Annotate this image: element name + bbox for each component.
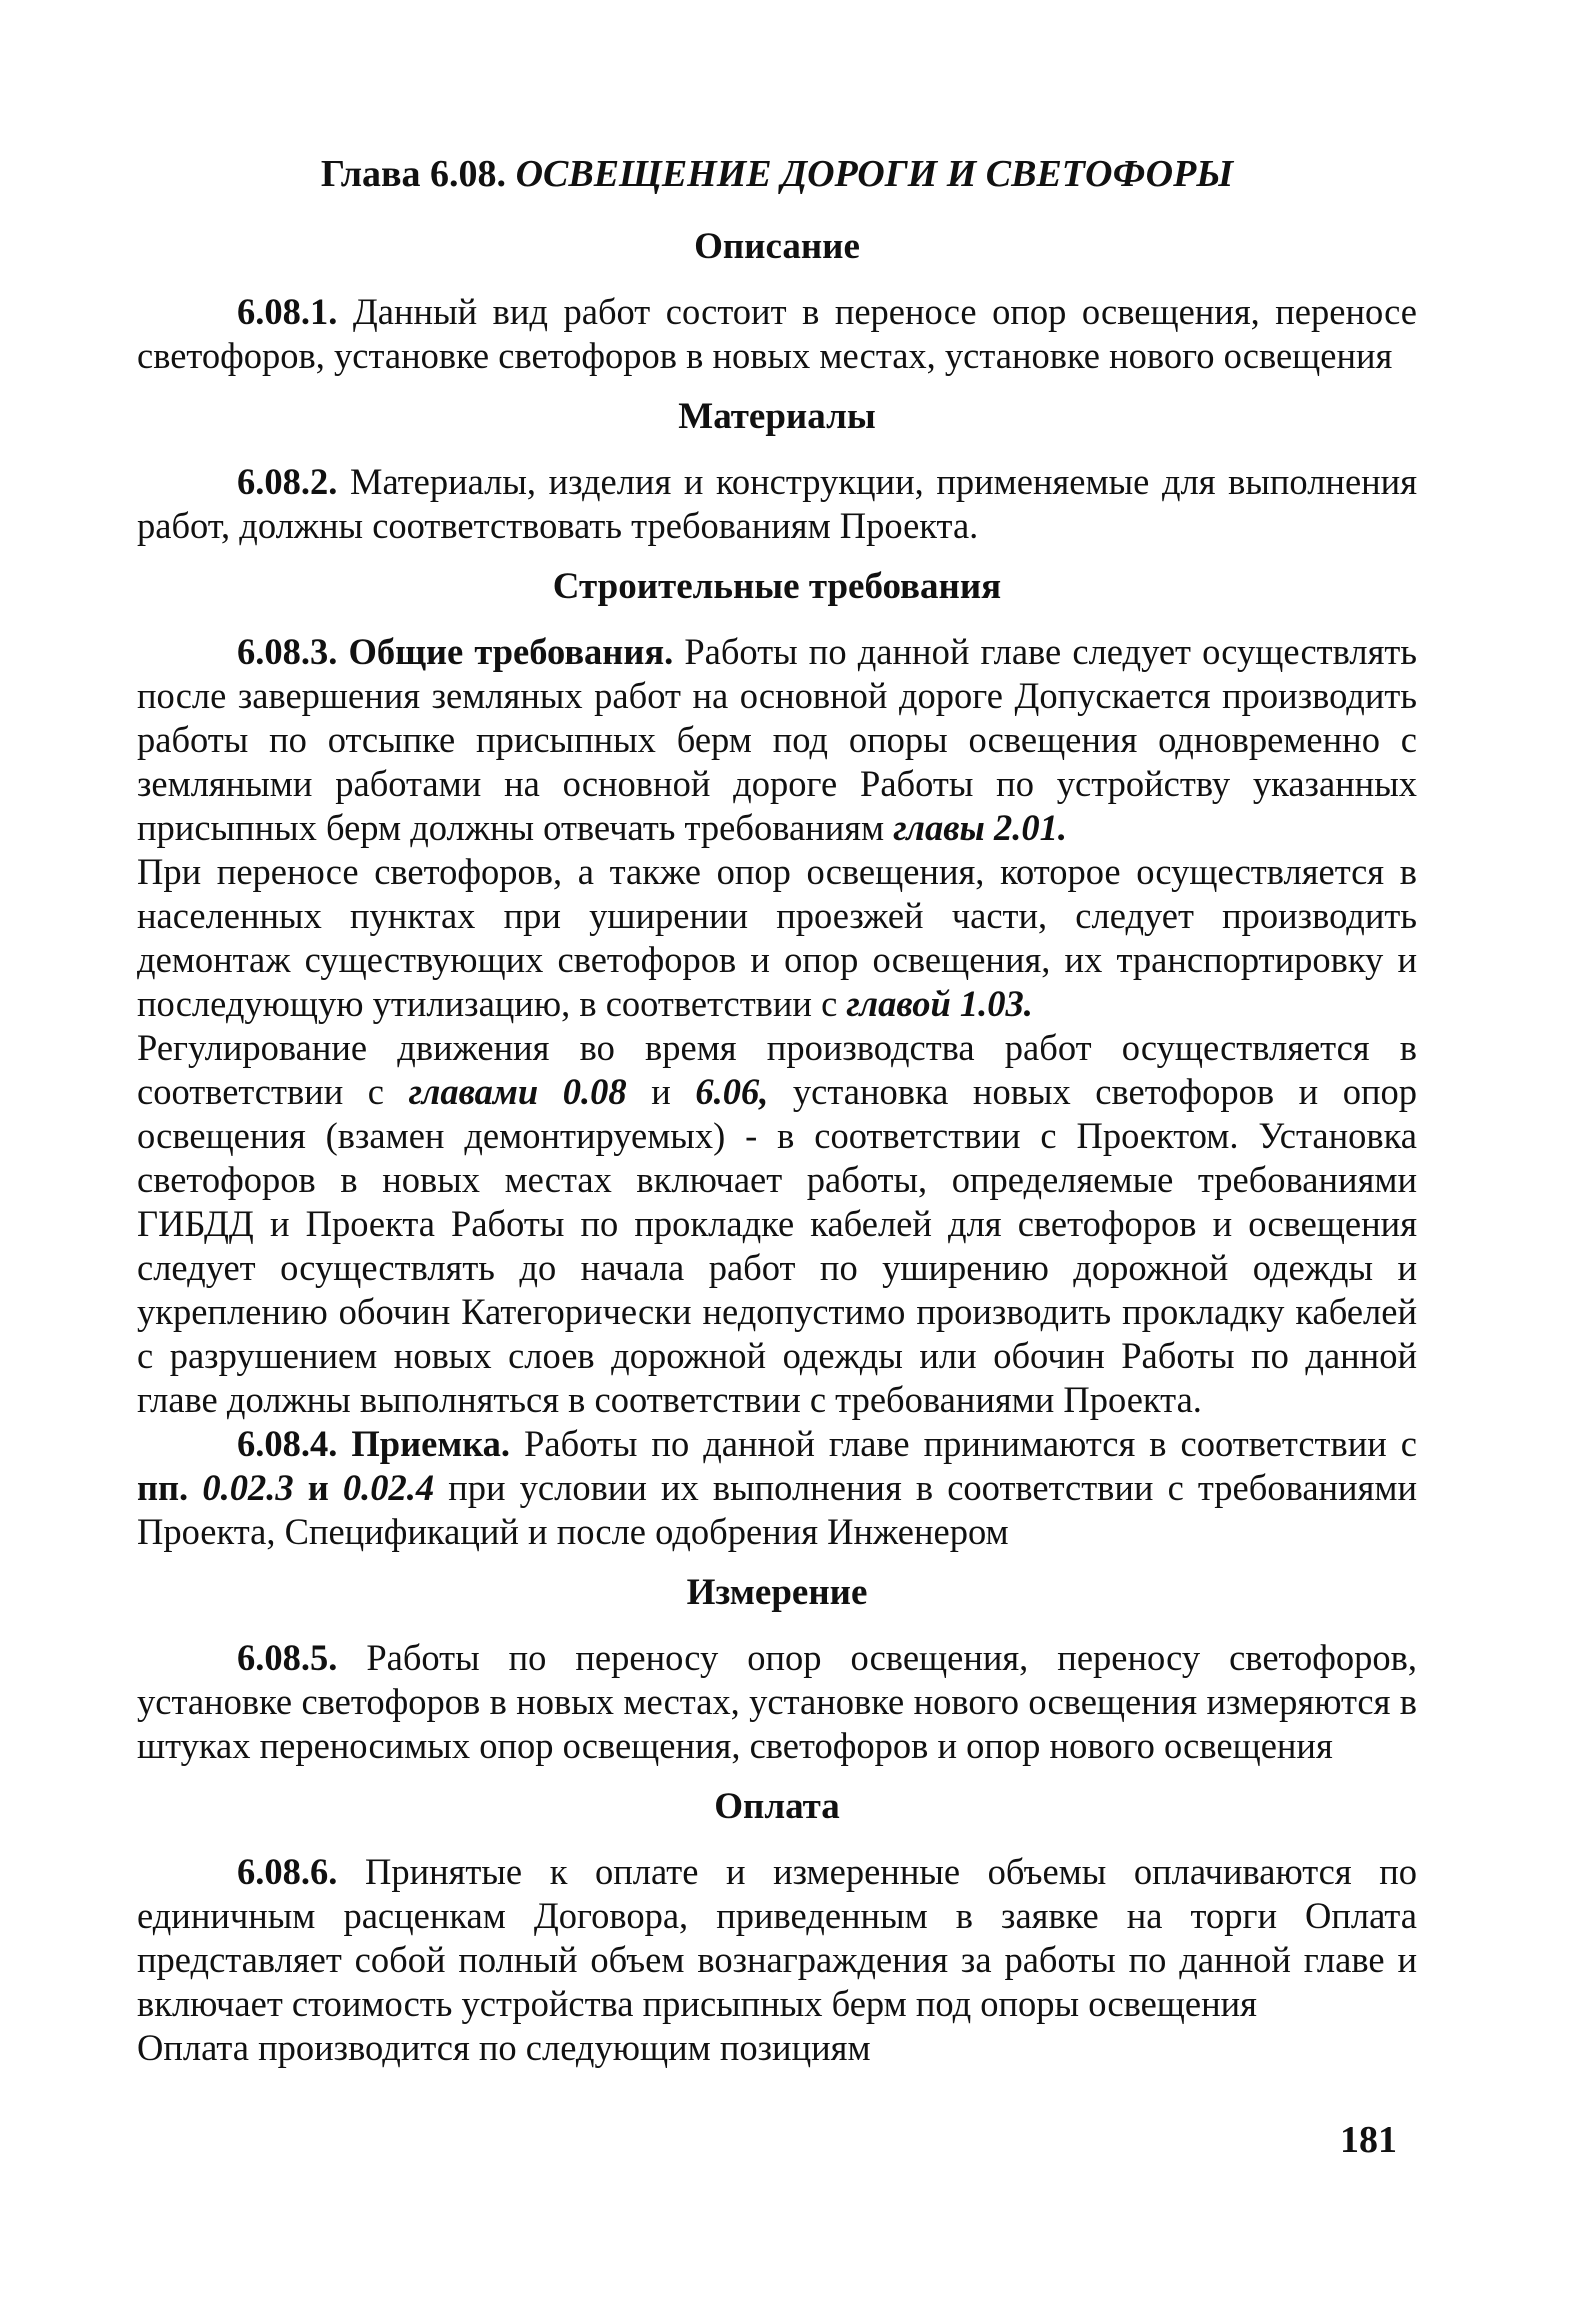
paragraph-text: Работы по данной главе принимаются в соответствии с <box>524 1423 1418 1464</box>
clause-title: Приемка. <box>351 1423 511 1464</box>
clause-number: 6.08.1. <box>237 291 338 332</box>
paragraph-text: При переносе светофоров, а также опор освещения, которое осуществляется в населенных пунктах при уширении проезжей части, следует производить демонтаж существующих светофоров и опор освещения, их транспортировку и последующую утилизацию, в соответствии с <box>137 851 1417 1024</box>
paragraph-text: Принятые к оплате и измеренные объемы оплачиваются по единичным расценкам Договора, приведенным в заявке на торги Оплата представляет собой полный объем вознаграждения за работы по данной главе и включает стоимость устройства присыпных берм под опоры освещения <box>137 1851 1417 2024</box>
heading-construction: Строительные требования <box>552 566 1002 607</box>
conjunction: и <box>651 1071 671 1112</box>
clause-number: 6.08.6. <box>237 1851 338 1892</box>
paragraph-text: Работы по переносу опор освещения, переносу светофоров, установке светофоров в новых местах, установке нового освещения измеряются в штуках переносимых опор освещения, светофоров и опор нового освещения <box>137 1637 1417 1766</box>
paragraph-6-08-6-b <box>137 2026 1417 2070</box>
paragraph-6-08-3-b <box>137 850 1417 1026</box>
heading-description: Описание <box>694 226 860 267</box>
paragraph-text: Регулирование движения во время производства работ осуществляется в соответствии с <box>137 1027 1417 1112</box>
document-page <box>137 150 1417 2070</box>
clause-number: 6.08.4. <box>237 1423 338 1464</box>
chapter-reference: 6.06, <box>695 1071 769 1112</box>
clause-reference: 0.02.3 <box>202 1467 294 1508</box>
paragraph-text: установка новых светофоров и опор освещения (взамен демонтируемых) - в соответствии с Проектом. Установка светофоров в новых местах включает работы, определяемые требованиями ГИБДД и Проекта Работы по прокладке кабелей для светофоров и освещения следует осуществлять до начала работ по уширению дорожной одежды и укреплению обочин Категорически недопустимо производить прокладку кабелей с разрушением новых слоев дорожной одежды или обочин Работы по данной главе должны выполняться в соответствии с требованиями Проекта. <box>137 1071 1418 1420</box>
clause-title: Общие требования. <box>348 631 674 672</box>
paragraph-6-08-5 <box>137 1636 1417 1768</box>
chapter-name: ОСВЕЩЕНИЕ ДОРОГИ И СВЕТОФОРЫ <box>515 153 1234 195</box>
paragraph-6-08-6 <box>137 1850 1417 2026</box>
heading-measurement: Измерение <box>686 1572 868 1613</box>
paragraph-text: Данный вид работ состоит в переносе опор освещения, переносе светофоров, установке светофоров в новых местах, установке нового освещения <box>137 291 1417 376</box>
conjunction: и <box>307 1467 329 1508</box>
paragraph-6-08-3-c <box>137 1026 1417 1422</box>
paragraph-6-08-1 <box>137 290 1417 378</box>
chapter-reference: главами 0.08 <box>408 1071 627 1112</box>
clause-number: 6.08.5. <box>237 1637 338 1678</box>
chapter-prefix: Глава 6.08. <box>320 153 507 195</box>
chapter-reference: главы 2.01. <box>893 807 1067 848</box>
chapter-reference: главой 1.03. <box>846 983 1033 1024</box>
chapter-title <box>137 150 1417 198</box>
clause-reference: 0.02.4 <box>342 1467 435 1508</box>
page-number: 181 <box>1340 2119 1397 2161</box>
paragraph-text: Материалы, изделия и конструкции, применяемые для выполнения работ, должны соответствовать требованиям Проекта. <box>137 461 1418 546</box>
paragraph-6-08-2 <box>137 460 1417 548</box>
clause-number: 6.08.2. <box>237 461 338 502</box>
paragraph-text: Оплата производится по следующим позициям <box>137 2027 871 2068</box>
paragraph-text: Работы по данной главе следует осуществлять после завершения земляных работ на основной дороге Допускается производить работы по отсыпке присыпных берм под опоры освещения одновременно с земляными работами на основной дороге Работы по устройству указанных присыпных берм должны отвечать требованиям <box>137 631 1417 848</box>
heading-materials: Материалы <box>678 396 876 437</box>
paragraph-text: при условии их выполнения в соответствии с требованиями Проекта, Спецификаций и после одобрения Инженером <box>137 1467 1418 1552</box>
heading-payment: Оплата <box>714 1786 840 1827</box>
clause-abbreviation: пп. <box>137 1467 189 1508</box>
paragraph-6-08-3 <box>137 630 1417 850</box>
clause-number: 6.08.3. <box>237 631 338 672</box>
paragraph-6-08-4 <box>137 1422 1417 1554</box>
